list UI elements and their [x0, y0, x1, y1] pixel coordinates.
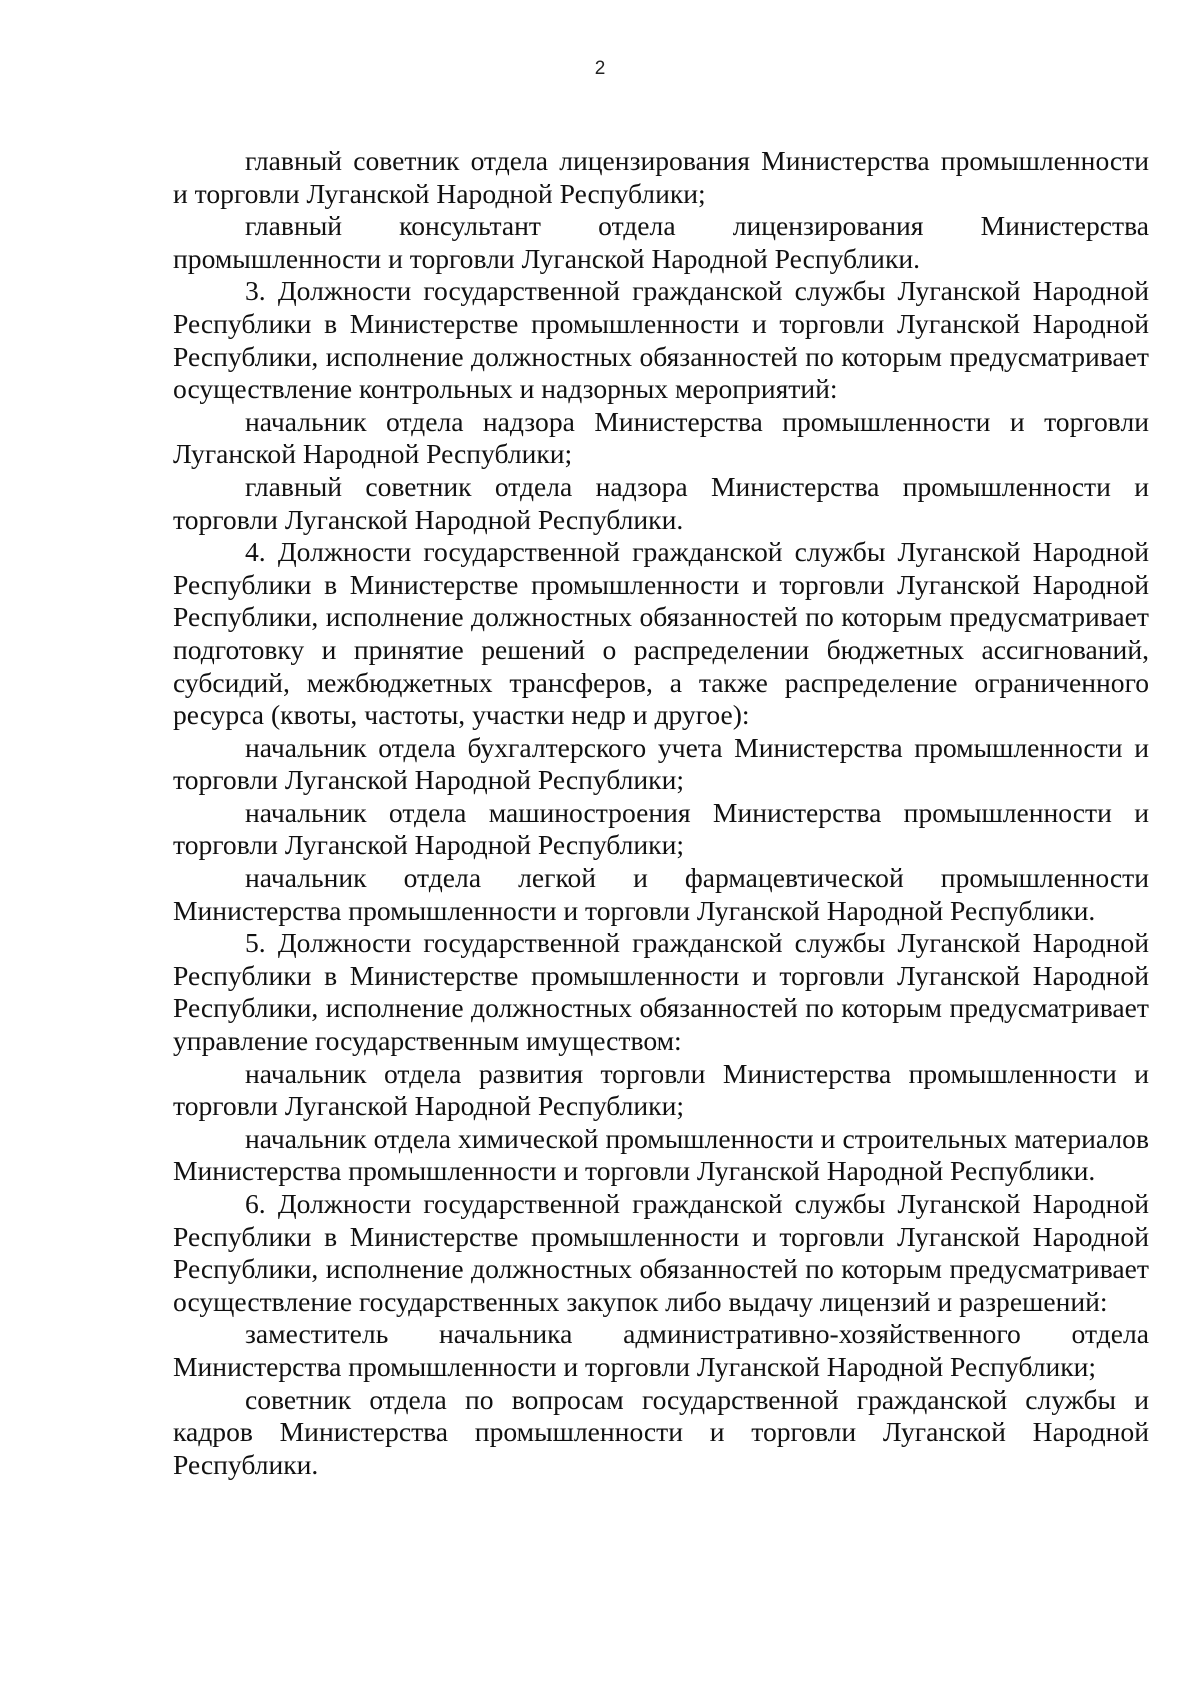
paragraph-7: начальник отдела бухгалтерского учета Министерства промышленности и торговли Луганской Народной Республики;: [173, 731, 1149, 796]
document-body: [173, 145, 1149, 1481]
paragraph-9: начальник отдела легкой и фармацевтической промышленности Министерства промышленности и торговли Луганской Народной Республики.: [173, 862, 1149, 926]
paragraph-6: 4. Должности государственной гражданской службы Луганской Народной Республики в Министерстве промышленности и торговли Луганской Народной Республики, исполнение должностных обязанностей по которым предусматривает подготовку и принятие решений о распределении бюджетных ассигнований, субсидий, межбюджетных трансферов, а также распределение ограниченного ресурса (квоты, частоты, участки недр и другое):: [173, 536, 1149, 731]
paragraph-11: начальник отдела развития торговли Министерства промышленности и торговли Луганской Народной Республики;: [173, 1057, 1149, 1122]
paragraph-5: главный советник отдела надзора Министерства промышленности и торговли Луганской Народной Республики.: [173, 470, 1149, 535]
paragraph-1: главный советник отдела лицензирования Министерства промышленности и торговли Луганской Народной Республики;: [173, 145, 1149, 209]
paragraph-10: 5. Должности государственной гражданской службы Луганской Народной Республики в Министерстве промышленности и торговли Луганской Народной Республики, исполнение должностных обязанностей по которым предусматривает управление государственным имуществом:: [173, 927, 1149, 1057]
paragraph-13: 6. Должности государственной гражданской службы Луганской Народной Республики в Министерстве промышленности и торговли Луганской Народной Республики, исполнение должностных обязанностей по которым предусматривает осуществление государственных закупок либо выдачу лицензий и разрешений:: [173, 1188, 1149, 1317]
paragraph-8: начальник отдела машиностроения Министерства промышленности и торговли Луганской Народной Республики;: [173, 796, 1149, 861]
paragraph-12: начальник отдела химической промышленности и строительных материалов Министерства промышленности и торговли Луганской Народной Республики.: [173, 1122, 1149, 1187]
paragraph-3: 3. Должности государственной гражданской службы Луганской Народной Республики в Министерстве промышленности и торговли Луганской Народной Республики, исполнение должностных обязанностей по которым предусматривает осуществление контрольных и надзорных мероприятий:: [173, 275, 1149, 405]
paragraph-4: начальник отдела надзора Министерства промышленности и торговли Луганской Народной Республики;: [173, 405, 1149, 470]
paragraph-2: главный консультант отдела лицензирования Министерства промышленности и торговли Луганской Народной Республики.: [173, 210, 1149, 274]
paragraph-14: заместитель начальника административно-хозяйственного отдела Министерства промышленности и торговли Луганской Народной Республики;: [173, 1318, 1149, 1382]
paragraph-15: советник отдела по вопросам государственной гражданской службы и кадров Министерства промышленности и торговли Луганской Народной Республики.: [173, 1383, 1149, 1480]
page-number: 2: [594, 58, 606, 79]
